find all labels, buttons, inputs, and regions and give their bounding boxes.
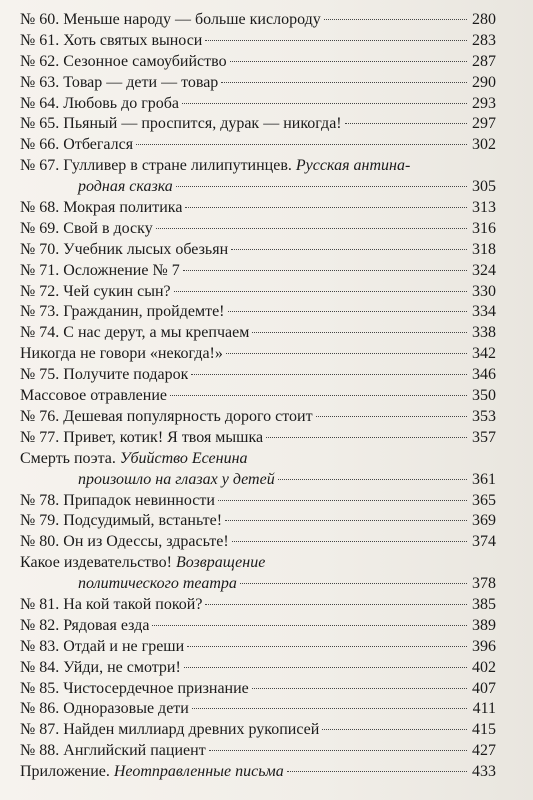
entry-title: № 74. С нас дерут, а мы крепчаем (20, 324, 250, 342)
toc-entry (20, 344, 496, 365)
toc-entry (20, 491, 496, 512)
toc-entry (20, 428, 496, 449)
toc-entry (20, 219, 496, 240)
entry-title: № 66. Отбегался (20, 136, 134, 154)
toc-entry (20, 386, 496, 407)
page-number: 389 (472, 616, 496, 634)
entry-continuation: произошло на глазах у детей (78, 470, 275, 488)
entry-title: № 70. Учебник лысых обезьян (20, 240, 229, 258)
page-number: 316 (472, 219, 496, 237)
dot-leader (192, 708, 467, 709)
dot-leader (187, 646, 467, 647)
dot-leader (174, 291, 467, 292)
dot-leader (316, 416, 467, 417)
dot-leader (185, 207, 467, 208)
dot-leader (176, 186, 467, 187)
page-number: 324 (472, 261, 496, 279)
toc-entry (20, 637, 496, 658)
entry-title: № 87. Найден миллиард древних рукописей (20, 721, 320, 739)
entry-title: № 65. Пьяный — проспится, дурак — никогда! (20, 115, 342, 133)
toc-entry (20, 261, 496, 282)
page-number: 385 (472, 595, 496, 613)
entry-title: № 71. Осложнение № 7 (20, 261, 180, 279)
page-number: 374 (472, 533, 496, 551)
entry-title: Смерть поэта. Убийство Есенина (20, 449, 248, 467)
entry-title: № 88. Английский пациент (20, 742, 206, 760)
entry-subtitle: Русская антина- (295, 157, 411, 175)
dot-leader (209, 750, 467, 751)
dot-leader (221, 82, 467, 83)
page-number: 361 (472, 470, 496, 488)
dot-leader (225, 520, 467, 521)
dot-leader (226, 353, 467, 354)
toc-entry (20, 10, 496, 31)
table-of-contents (20, 10, 496, 783)
dot-leader (228, 311, 467, 312)
page-number: 433 (472, 763, 496, 781)
entry-title: № 64. Любовь до гроба (20, 94, 180, 112)
dot-leader (240, 583, 467, 584)
entry-title: № 78. Припадок невинности (20, 491, 215, 509)
toc-entry (20, 282, 496, 303)
toc-entry (20, 114, 496, 135)
entry-title: № 85. Чистосердечное признание (20, 679, 249, 697)
page-number: 350 (472, 387, 496, 405)
dot-leader (136, 144, 467, 145)
toc-entry (20, 135, 496, 156)
toc-entry (20, 323, 496, 344)
toc-entry (20, 365, 496, 386)
entry-title: № 73. Гражданин, пройдемте! (20, 303, 225, 321)
entry-title: № 77. Привет, котик! Я твоя мышка (20, 428, 264, 446)
page-number: 290 (472, 73, 496, 91)
entry-subtitle: Неотправленные письма (113, 763, 284, 781)
page-number: 297 (472, 115, 496, 133)
entry-title: № 62. Сезонное самоубийство (20, 52, 227, 70)
dot-leader (184, 667, 467, 668)
dot-leader (182, 103, 467, 104)
page-number: 407 (472, 679, 496, 697)
page-number: 369 (472, 512, 496, 530)
page-number: 353 (472, 407, 496, 425)
page-number: 313 (472, 199, 496, 217)
entry-title: Какое издевательство! Возвращение (20, 554, 266, 572)
entry-title: № 63. Товар — дети — товар (20, 73, 219, 91)
entry-continuation: родная сказка (78, 178, 173, 196)
dot-leader (152, 625, 467, 626)
entry-title: Массовое отравление (20, 387, 168, 405)
toc-entry (20, 52, 496, 73)
entry-title: № 69. Свой в доску (20, 219, 153, 237)
page-number: 283 (472, 31, 496, 49)
toc-entry (20, 616, 496, 637)
dot-leader (183, 270, 467, 271)
page-number: 287 (472, 52, 496, 70)
entry-title: Приложение. Неотправленные письма (20, 763, 284, 781)
toc-entry (20, 73, 496, 94)
entry-title: № 60. Меньше народу — больше кислороду (20, 11, 321, 28)
dot-leader (278, 479, 467, 480)
entry-title: Никогда не говори «некогда!» (20, 345, 223, 363)
dot-leader (218, 500, 467, 501)
toc-entry (20, 240, 496, 261)
dot-leader (232, 541, 467, 542)
dot-leader (324, 19, 467, 20)
page-number: 396 (472, 637, 496, 655)
toc-entry (20, 532, 496, 553)
toc-entry (20, 449, 496, 491)
toc-entry (20, 658, 496, 679)
toc-entry (20, 553, 496, 595)
entry-title: № 82. Рядовая езда (20, 616, 150, 634)
toc-entry (20, 511, 496, 532)
entry-title: № 75. Получите подарок (20, 366, 189, 384)
entry-subtitle: Убийство Есенина (119, 449, 248, 467)
dot-leader (156, 228, 467, 229)
dot-leader (170, 395, 467, 396)
entry-title: № 79. Подсудимый, встаньте! (20, 512, 223, 530)
toc-entry (20, 679, 496, 700)
page-number: 302 (472, 136, 496, 154)
dot-leader (205, 604, 467, 605)
page-number: 318 (472, 240, 496, 258)
dot-leader (266, 437, 467, 438)
toc-entry (20, 741, 496, 762)
entry-continuation: политического театра (78, 575, 237, 593)
page-number: 411 (472, 700, 496, 718)
page-number: 365 (472, 491, 496, 509)
entry-title: № 84. Уйди, не смотри! (20, 658, 181, 676)
page-number: 342 (472, 345, 496, 363)
dot-leader (287, 771, 467, 772)
page-number: 346 (472, 366, 496, 384)
toc-entry (20, 31, 496, 52)
dot-leader (205, 40, 467, 41)
page-number: 293 (472, 94, 496, 112)
toc-entry (20, 156, 496, 198)
page-number: 427 (472, 742, 496, 760)
entry-title: № 68. Мокрая политика (20, 199, 183, 217)
entry-title: № 81. На кой такой покой? (20, 595, 203, 613)
dot-leader (252, 332, 467, 333)
toc-entry (20, 595, 496, 616)
dot-leader (231, 249, 467, 250)
page-number: 280 (472, 11, 496, 28)
dot-leader (230, 61, 467, 62)
entry-title: № 83. Отдай и не греши (20, 637, 185, 655)
entry-title: № 67. Гулливер в стране лилипутинцев. Русская антина- (20, 157, 411, 175)
entry-title: № 80. Он из Одессы, здрасьте! (20, 533, 229, 551)
page-number: 338 (472, 324, 496, 342)
dot-leader (252, 688, 467, 689)
toc-entry (20, 94, 496, 115)
toc-entry (20, 198, 496, 219)
page-number: 378 (472, 575, 496, 593)
entry-title: № 72. Чей сукин сын? (20, 282, 171, 300)
entry-subtitle: Возвращение (175, 554, 266, 572)
toc-entry (20, 407, 496, 428)
dot-leader (322, 729, 467, 730)
entry-title: № 76. Дешевая популярность дорого стоит (20, 407, 313, 425)
page-number: 415 (472, 721, 496, 739)
dot-leader (345, 123, 467, 124)
toc-entry (20, 720, 496, 741)
page-number: 330 (472, 282, 496, 300)
toc-entry (20, 699, 496, 720)
page-number: 357 (472, 428, 496, 446)
toc-entry (20, 762, 496, 783)
page-number: 402 (472, 658, 496, 676)
page-number: 305 (472, 178, 496, 196)
page-number: 334 (472, 303, 496, 321)
entry-title: № 61. Хоть святых выноси (20, 31, 203, 49)
entry-title: № 86. Одноразовые дети (20, 700, 189, 718)
dot-leader (191, 374, 467, 375)
toc-entry (20, 302, 496, 323)
